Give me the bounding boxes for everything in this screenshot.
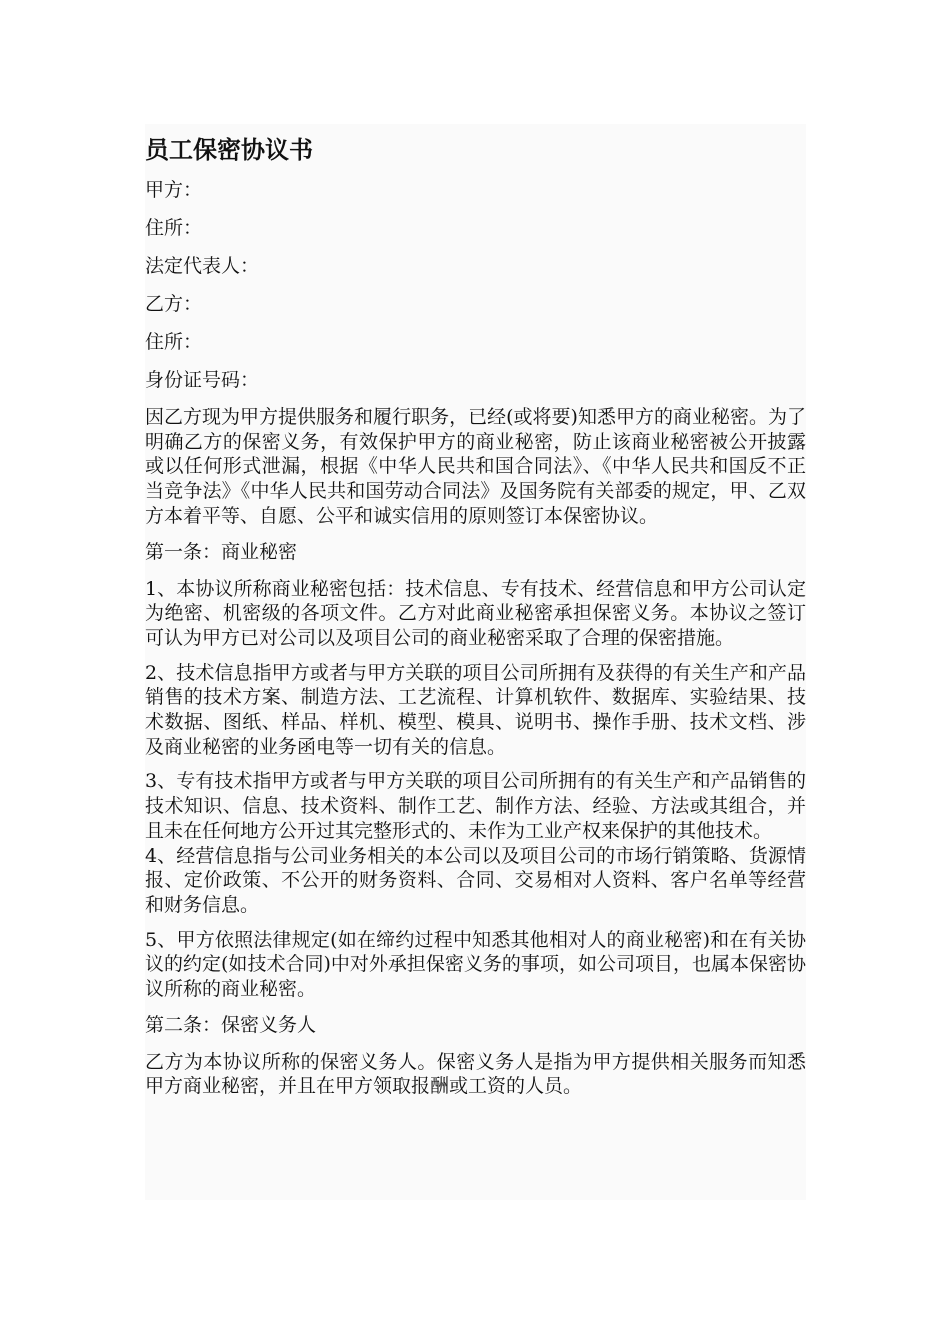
document-title: 员工保密协议书 [145, 136, 313, 164]
party-b-address-field: 住所： [145, 331, 203, 353]
article-1-item-3: 3、专有技术指甲方或者与甲方关联的项目公司所拥有的有关生产和产品销售的技术知识、信息、技术资料、制作工艺、制作方法、经验、方法或其组合，并且未在任何地方公开过其完整形式的、未作为工业产权来保护的其他技术。 [145, 770, 806, 842]
id-number-field: 身份证号码： [145, 369, 260, 391]
document-page [145, 124, 806, 1200]
article-2-heading: 第二条：保密义务人 [145, 1013, 317, 1036]
preamble-paragraph: 因乙方现为甲方提供服务和履行职务，已经(或将要)知悉甲方的商业秘密。为了明确乙方的保密义务，有效保护甲方的商业秘密，防止该商业秘密被公开披露或以任何形式泄漏，根据《中华人民共和国合同法》、《中华人民共和国反不正当竞争法》《中华人民共和国劳动合同法》及国务院有关部委的规定，甲、乙双方本着平等、自愿、公平和诚实信用的原则签订本保密协议。 [145, 406, 806, 527]
article-1-item-4: 4、经营信息指与公司业务相关的本公司以及项目公司的市场行销策略、货源情报、定价政策、不公开的财务资料、合同、交易相对人资料、客户名单等经营和财务信息。 [145, 844, 806, 916]
article-1-item-2: 2、技术信息指甲方或者与甲方关联的项目公司所拥有及获得的有关生产和产品销售的技术方案、制造方法、工艺流程、计算机软件、数据库、实验结果、技术数据、图纸、样品、样机、模型、模具、说明书、操作手册、技术文档、涉及商业秘密的业务函电等一切有关的信息。 [145, 661, 806, 758]
party-a-field: 甲方： [145, 179, 203, 201]
party-a-address-field: 住所： [145, 217, 203, 239]
legal-rep-field: 法定代表人： [145, 255, 260, 277]
article-1-item-1: 1、本协议所称商业秘密包括：技术信息、专有技术、经营信息和甲方公司认定为绝密、机密级的各项文件。乙方对此商业秘密承担保密义务。本协议之签订可认为甲方已对公司以及项目公司的商业秘密采取了合理的保密措施。 [145, 577, 806, 649]
party-b-field: 乙方： [145, 293, 203, 315]
article-1-item-5: 5、甲方依照法律规定(如在缔约过程中知悉其他相对人的商业秘密)和在有关协议的约定(如技术合同)中对外承担保密义务的事项，如公司项目，也属本保密协议所称的商业秘密。 [145, 928, 806, 1001]
document-content [145, 133, 806, 1109]
article-1-heading: 第一条：商业秘密 [145, 540, 298, 563]
article-2-body: 乙方为本协议所称的保密义务人。保密义务人是指为甲方提供相关服务而知悉甲方商业秘密，并且在甲方领取报酬或工资的人员。 [145, 1050, 806, 1098]
